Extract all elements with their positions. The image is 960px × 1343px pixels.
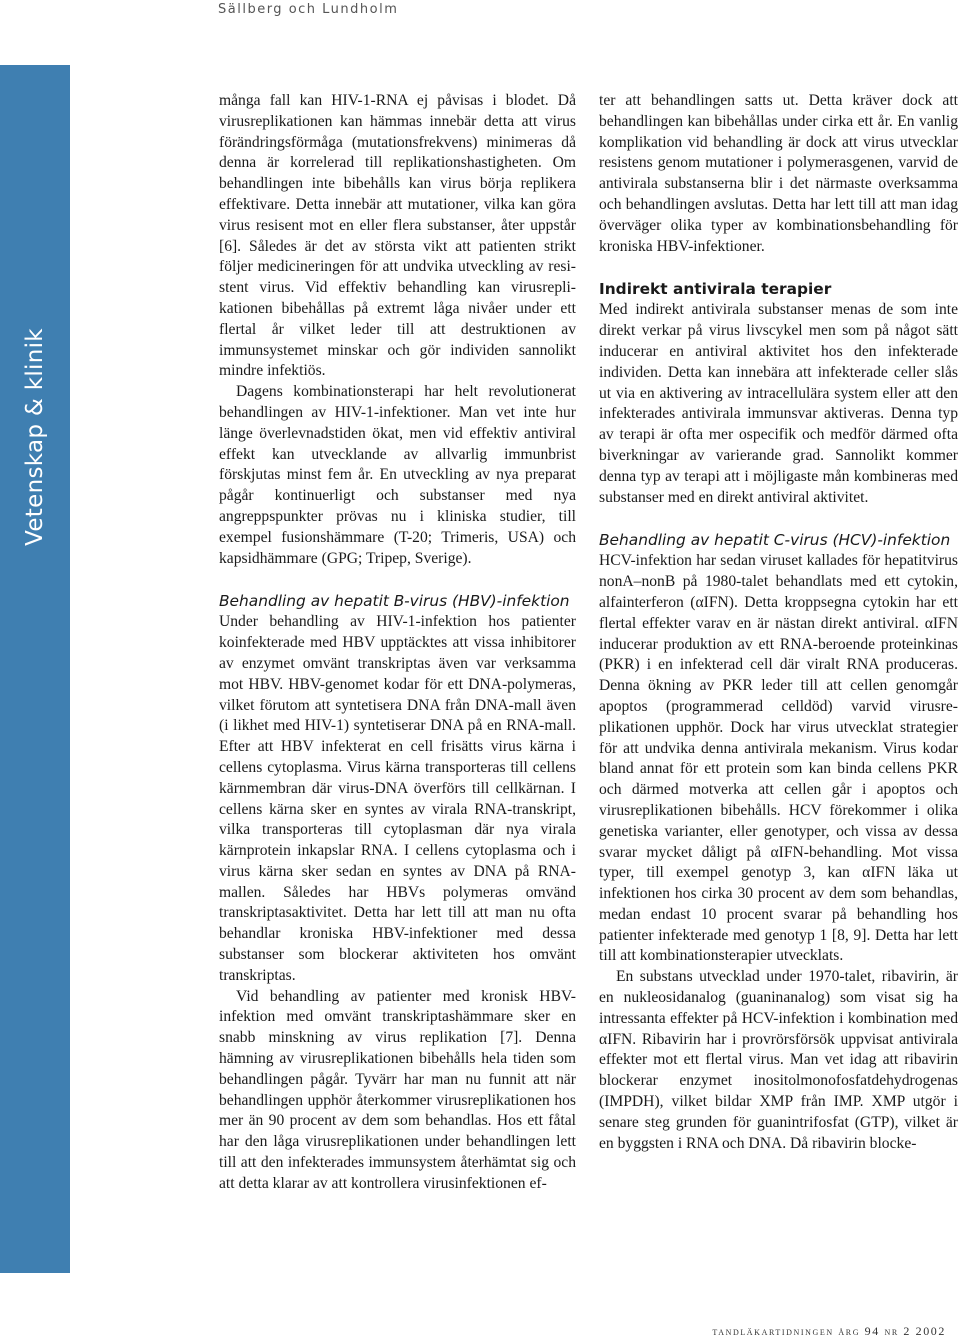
section-side-band (0, 65, 70, 1273)
right-paragraph-3: HCV-infektion har sedan viruset kallades för hepatitvirus nonA–nonB på 1980-talet behandlats med ett cytokin, alfainterferon (αIFN). Detta kroppsegna cytokin har ett flertal effekter varav en är nästan direkt antiviral. αIFN inducerar produktion av ett RNA-beroende proteinkinas (PKR) i en infekterad cell där viralt RNA produceras. Denna ökning av PKR leder till att cellen genomgår apoptos (programmerad celldöd) varvid virusreplikationen upphör. Dock har virus utvecklat strategier för att undvika denna antivirala mekanism. Virus kodar bland annat för ett protein som kan binda cellens PKR och därmed motverka att cellen går i apoptos och virusreplikationen bibehålls. HCV förekommer i olika genetiska varianter, eller genotyper, och vissa av dessa svarar mycket dåligt på αIFN-behandling. Mot vissa typer, till exempel genotyp 3, kan αIFN läka ut infektionen hos cirka 30 procent av dem som behandlas, medan endast 10 procent svarar på behandling hos patienter infekterade med genotyp 1 [8, 9]. Detta har lett till att kombinationsterapier utvecklats. (599, 552, 958, 965)
running-head: Sällberg och Lundholm (218, 2, 399, 17)
left-paragraph-1: många fall kan HIV-1-RNA ej påvisas i blodet. Då virusreplikationen kan hämmas innebär detta att virus förändringsförmåga (mutationsfrekvens) minimeras då denna är korrelerad till replikationshastigheten. Om behandlingen inte bibehålls kan virus börja replikera effektivare. Detta innebär att mutationer, vilka kan göra virus resisent mot en eller flera substanser, åter uppstår [6]. Således är det av största vikt att patienten strikt följer medicineringen för att undvika utveckling av resistent virus. Vid effektiv behandling kan virusreplikationen bibehållas på extremt låga nivåer under ett flertal år vilket leder till att destruktionen av immunsystemet minskar och gör individen sannolikt mindre infektiös. (219, 92, 576, 380)
footer-journal: tandläkartidningen årg 94 nr 2 2002 (712, 1324, 946, 1338)
left-column (219, 91, 576, 1195)
right-column (599, 91, 958, 1154)
right-paragraph-1: ter att behandlingen satts ut. Detta kräver dock att behandlingen kan bibehållas under cirka ett år. En vanlig komplikation vid behandling är dock att virus utvecklar resistens genom mutationer i polymerasgenen, varvid de antivirala substanserna blir i det närmaste overksamma och behandlingen avslutas. Detta har lett till att man idag överväger olika typer av kombinationsbehandling för kroniska HBV-infektioner. (599, 92, 958, 255)
heading-indirect: Indirekt antivirala terapier (599, 280, 832, 299)
heading-hbv: Behandling av hepatit B-virus (HBV)-infektion (219, 592, 570, 611)
left-paragraph-2: Dagens kombinationsterapi har helt revolutionerat behandlingen av HIV-1-infektioner. Man vet inte hur länge överlevnadstiden ökat, men vid effektiv antiviral effekt kan utvecklande av allvarlig immunbrist förskjutas minst fem år. En utveckling av nya preparat pågår kontinuerligt och substanser med nya angreppspunkter prövas nu i kliniska studier, till exempel fusionshämmare (T-20; Trimeris, USA) och kapsidhämmare (GPG; Tripep, Sverige). (219, 383, 576, 567)
heading-hcv: Behandling av hepatit C-virus (HCV)-infektion (599, 531, 951, 550)
section-label (20, 322, 50, 552)
right-paragraph-2: Med indirekt antivirala substanser menas de som inte direkt verkar på virus livscykel men som på något sätt inducerar en antiviral aktivitet hos den infekterade individen. Detta kan innebära att infekterade celler slås ut via en aktivering av intracellulära system eller att den infekterades antivirala immunsvar aktiveras. Denna typ av terapi är ofta mer ospecifik och medför därmed ofta biverkningar av varierande grad. Sannolikt kommer denna typ av terapi att i möjligaste mån kombineras med substanser med en direkt antiviral aktivitet. (599, 301, 958, 506)
right-paragraph-4: En substans utvecklad under 1970-talet, ribavirin, är en nukleosidanalog (guaninanalog) som visat sig ha intressanta effekter på HCV-infektion i kombination med αIFN. Ribavirin har i provrörsförsök uppvisat antivirala effekter mot ett flertal virus. Man vet idag att ribavirin blockerar enzymet inositolmonofosfatdehydrogenas (IMPDH), vilket bildar XMP från IMP. XMP utgör i senare steg grunden för guanintrifosfat (GTP), vilket är en byggsten i RNA och DNA. Då ribavirin blocke- (599, 968, 958, 1152)
section-label-text: Vetenskap & klinik (22, 328, 48, 546)
left-paragraph-4: Vid behandling av patienter med kronisk HBV-infektion med omvänt transkriptashämmare sker en snabb minskning av virus replikation [7]. Denna hämning av virusreplikationen bibehålls hela tiden som behandlingen pågår. Tyvärr har man nu funnit att när behandlingen upphör återkommer virusreplikationen hos mer än 90 procent av dem som behandlas. Hos ett fåtal har den låga virusreplikationen under behandlingen lett till att den infekterades immunsystem återhämtat sig och att detta klarar av att kontrollera virusinfektionen ef- (219, 987, 576, 1192)
left-paragraph-3: Under behandling av HIV-1-infektion hos patienter koinfekterade med HBV upptäcktes att vissa inhibitorer av enzymet omvänt transkriptas även var verksamma mot HBV. HBV-genomet kodar för ett DNA-polymeras, vilket förutom att syntetisera DNA från DNA-mall även (i likhet med HIV-1) syntetiserar DNA på en RNA-mall. Efter att HBV infekterat en cell frisätts virus kärna i cellens cytoplasma. Virus kärna transporteras till cellens kärnmembran där virus-DNA överförs till cellkärnan. I cellens kärna sker en syntes av virala RNA-transkript, vilka transporteras till cytoplasman där nya virala kärnprotein inkapslar RNA. I cellens cytoplasma och i virus kärna sker sedan en syntes av DNA på RNA-mallen. Således har HBVs polymeras omvänd transkriptasaktivitet. Detta har lett till att man nu ofta behandlar kroniska HBV-infektioner med dessa substanser som blockerar aktiviteten hos omvänt transkriptas. (219, 613, 576, 984)
